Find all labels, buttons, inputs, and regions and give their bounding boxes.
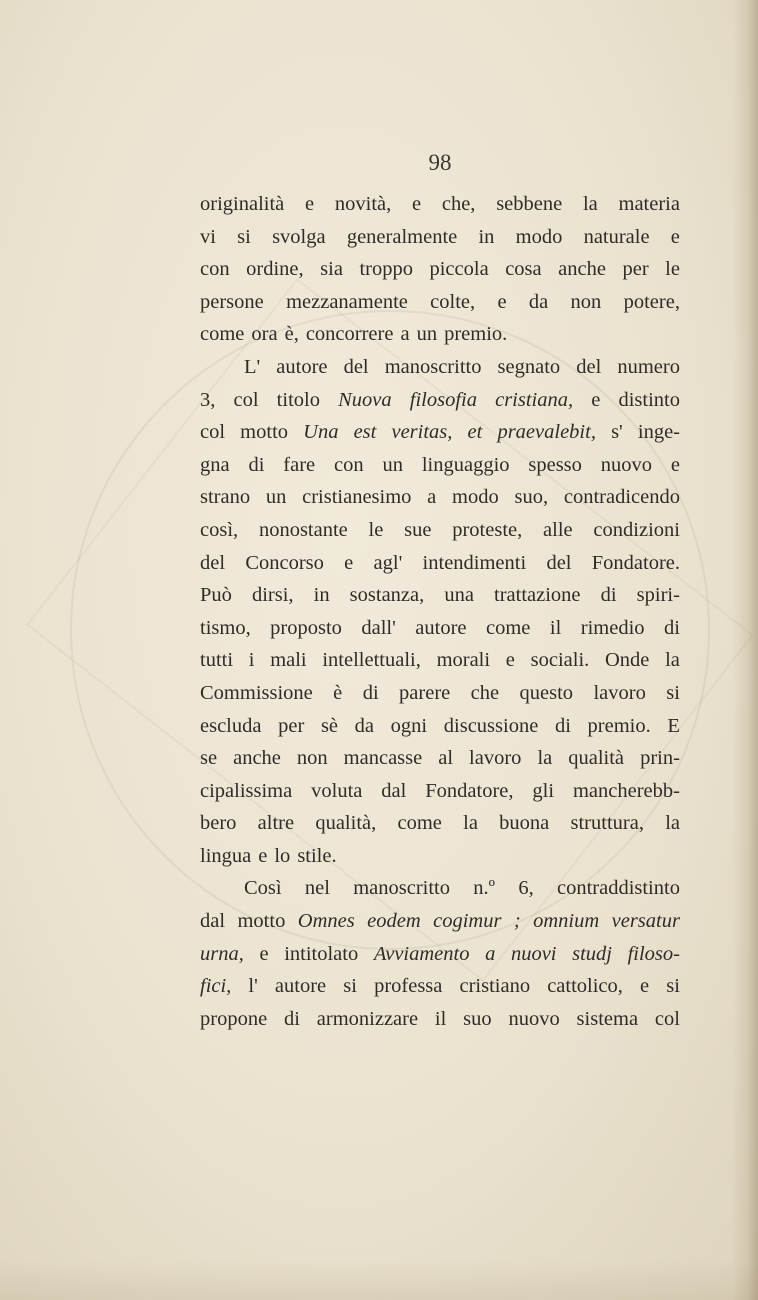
word: studj <box>572 942 612 965</box>
word: premio. <box>444 323 508 346</box>
word: armonizzare <box>316 1007 419 1030</box>
word: gna <box>200 453 230 476</box>
word: eodem <box>367 910 421 933</box>
word: del <box>576 355 602 378</box>
word: un <box>265 486 287 509</box>
word: tutti <box>200 649 234 672</box>
text-line <box>200 938 680 971</box>
word: fare <box>283 453 316 476</box>
word: buona <box>499 812 550 835</box>
word: omnium <box>533 910 600 933</box>
word: cipalissima <box>200 779 293 802</box>
word: a <box>485 942 496 965</box>
word: in <box>313 584 330 607</box>
text-line <box>200 905 680 938</box>
text-line <box>200 481 680 514</box>
word: vi <box>200 225 216 248</box>
word: e <box>259 942 269 965</box>
page-bottom-shadow <box>0 1260 758 1300</box>
word: agl' <box>373 551 403 574</box>
word: E <box>667 714 680 737</box>
text-line <box>200 970 680 1003</box>
body-text <box>200 188 680 1035</box>
word: modo <box>515 225 563 248</box>
word: nuovo <box>508 1007 560 1030</box>
word: di <box>554 714 571 737</box>
word: alle <box>543 518 573 541</box>
word: e <box>505 649 515 672</box>
word: sociali. <box>530 649 590 672</box>
word: una <box>444 584 474 607</box>
word: concorrere <box>305 323 394 346</box>
word: come <box>486 616 531 639</box>
word: sebbene <box>496 193 563 215</box>
word: del <box>200 551 226 574</box>
word: voluta <box>311 779 363 802</box>
word: cristiano <box>459 975 531 998</box>
word: e <box>670 453 680 476</box>
word: professa <box>374 975 443 998</box>
word: non <box>570 290 602 313</box>
word: nuovo <box>600 453 653 476</box>
word: proposto <box>270 616 342 639</box>
text-line <box>200 416 680 449</box>
word: lavoro <box>593 681 646 704</box>
word: di <box>663 616 680 639</box>
word: col <box>233 388 259 411</box>
word: prin- <box>640 747 680 770</box>
word: del <box>546 551 572 574</box>
word: al <box>438 747 454 770</box>
word: qualità <box>568 747 625 770</box>
word: è <box>333 681 343 704</box>
word: Fondatore, <box>425 779 514 802</box>
text-line <box>200 188 680 221</box>
word: Fondatore. <box>591 551 680 574</box>
word: la <box>665 812 680 835</box>
word: il <box>434 1007 447 1030</box>
word: il <box>549 616 562 639</box>
word: manoscritto <box>353 877 451 900</box>
word: la <box>537 747 553 770</box>
word: di <box>284 1007 300 1030</box>
word: s' <box>611 421 623 444</box>
text-line <box>200 318 680 351</box>
word: discussione <box>443 714 539 737</box>
word: cristianesimo <box>302 486 412 509</box>
word: e <box>258 844 268 867</box>
word: sue <box>404 518 432 541</box>
word: in <box>478 225 495 248</box>
word: spiri- <box>636 584 680 607</box>
word: dal <box>200 910 226 933</box>
word: parere <box>399 681 451 704</box>
word: col <box>654 1007 680 1030</box>
word: versatur <box>611 910 680 933</box>
word: si <box>666 681 680 704</box>
word: mancherebb- <box>572 779 680 802</box>
word: con <box>200 258 230 281</box>
word: est <box>353 421 377 444</box>
word: la <box>665 649 680 672</box>
word: da <box>528 290 549 313</box>
word: contraddistinto <box>556 877 680 900</box>
word: altre <box>257 812 295 835</box>
word: inge- <box>637 421 680 444</box>
word: motto <box>237 910 286 933</box>
word: ordine, <box>246 258 304 281</box>
word: escluda <box>200 714 262 737</box>
word: fici, <box>200 975 232 998</box>
word: anche <box>558 258 606 281</box>
word: di <box>362 681 379 704</box>
word: intellettuali, <box>322 649 421 672</box>
word: l' <box>248 975 258 998</box>
word: proteste, <box>452 518 523 541</box>
word: L' <box>244 355 261 378</box>
word: sia <box>320 258 343 281</box>
word: numero <box>617 355 680 378</box>
text-line <box>200 644 680 677</box>
text-line <box>200 286 680 319</box>
word: e <box>344 551 354 574</box>
word: di <box>248 453 265 476</box>
word: nel <box>304 877 330 900</box>
word: di <box>600 584 617 607</box>
word: Omnes <box>297 910 355 933</box>
word: nuovi <box>510 942 557 965</box>
word: tismo, <box>200 616 251 639</box>
word: e <box>640 975 650 998</box>
word: col <box>200 421 226 444</box>
word: se <box>200 747 218 770</box>
word: urna, <box>200 942 244 965</box>
word: la <box>582 193 598 215</box>
word: Onde <box>604 649 650 672</box>
word: propone <box>200 1007 268 1030</box>
word: e <box>412 193 422 215</box>
word: segnato <box>497 355 561 378</box>
word: filoso- <box>627 942 680 965</box>
word: lo <box>274 844 291 867</box>
word: ogni <box>390 714 428 737</box>
word: e <box>305 193 315 215</box>
word: condizioni <box>593 518 680 541</box>
word: anche <box>233 747 281 770</box>
word: originalità <box>200 193 285 215</box>
text-line <box>200 612 680 645</box>
word: non <box>296 747 328 770</box>
word: piccola <box>429 258 489 281</box>
text-line <box>200 1003 680 1036</box>
word: modo <box>452 486 499 509</box>
word: autore <box>415 616 467 639</box>
word: suo, <box>514 486 549 509</box>
word: le <box>368 518 384 541</box>
word: dall' <box>361 616 396 639</box>
text-line <box>200 742 680 775</box>
word: filosofia <box>409 388 477 411</box>
word: dal <box>381 779 407 802</box>
text-line <box>200 840 680 873</box>
word: mezzanamente <box>286 290 408 313</box>
word: come <box>397 812 442 835</box>
word: persone <box>200 290 264 313</box>
text-line <box>200 710 680 743</box>
word: sostanza, <box>349 584 425 607</box>
word: che, <box>441 193 476 215</box>
word: potere, <box>623 290 680 313</box>
word: le <box>665 258 680 281</box>
word: mancasse <box>343 747 423 770</box>
word: i <box>248 649 255 672</box>
word: per <box>278 714 305 737</box>
word: cogimur <box>433 910 502 933</box>
text-line <box>200 807 680 840</box>
word: a <box>400 323 410 346</box>
word: Concorso <box>245 551 324 574</box>
word: 6, <box>518 877 534 900</box>
word: linguaggio <box>421 453 510 476</box>
word: per <box>622 258 649 281</box>
word: praevalebit, <box>497 421 596 444</box>
word: a <box>427 486 437 509</box>
word: del <box>343 355 369 378</box>
word: Così <box>244 877 282 900</box>
word: 3, <box>200 388 216 411</box>
word: veritas, <box>391 421 453 444</box>
word: un <box>382 453 403 476</box>
word: manoscritto <box>384 355 482 378</box>
word: distinto <box>618 388 680 411</box>
word: contradicendo <box>563 486 680 509</box>
text-line <box>200 221 680 254</box>
word: titolo <box>276 388 320 411</box>
word: come <box>200 323 245 346</box>
word: Commissione <box>200 681 313 704</box>
word: Una <box>303 421 339 444</box>
word: svolga <box>272 225 326 248</box>
word: novità, <box>334 193 392 215</box>
word: dirsi, <box>251 584 294 607</box>
word: troppo <box>359 258 413 281</box>
word: et <box>467 421 483 444</box>
word: cristiana, <box>495 388 574 411</box>
word: strano <box>200 486 251 509</box>
word: autore <box>276 355 328 378</box>
word: intitolato <box>284 942 359 965</box>
word: si <box>343 975 357 998</box>
word: sistema <box>576 1007 639 1030</box>
word: nonostante <box>258 518 348 541</box>
word: spesso <box>528 453 582 476</box>
word: bero <box>200 812 237 835</box>
word: Può <box>200 584 232 607</box>
word: cattolico, <box>547 975 623 998</box>
word: da <box>354 714 375 737</box>
text-line <box>200 351 680 384</box>
word: rimedio <box>580 616 645 639</box>
word: n.º <box>473 877 496 900</box>
word: qualità, <box>315 812 377 835</box>
word: e <box>670 225 680 248</box>
word: Nuova <box>338 388 392 411</box>
word: ora <box>251 323 278 346</box>
word: struttura, <box>570 812 644 835</box>
word: un <box>416 323 438 346</box>
word: autore <box>274 975 327 998</box>
word: lingua <box>200 844 252 867</box>
word: la <box>463 812 478 835</box>
text-line <box>200 384 680 417</box>
word: questo <box>519 681 574 704</box>
word: materia <box>618 193 680 215</box>
text-line <box>200 579 680 612</box>
word: intendimenti <box>422 551 527 574</box>
word: è, <box>284 323 299 346</box>
word: e <box>591 388 601 411</box>
text-line <box>200 677 680 710</box>
word: e <box>497 290 507 313</box>
word: motto <box>240 421 289 444</box>
word: colte, <box>430 290 476 313</box>
word: con <box>334 453 364 476</box>
word: cosa <box>505 258 542 281</box>
word: stile. <box>297 844 337 867</box>
word: si <box>237 225 251 248</box>
word: generalmente <box>346 225 458 248</box>
word: Avviamento <box>373 942 470 965</box>
word: mali <box>270 649 307 672</box>
word: gli <box>532 779 555 802</box>
word: si <box>666 975 680 998</box>
text-line <box>200 775 680 808</box>
word: lavoro <box>469 747 522 770</box>
text-line <box>200 449 680 482</box>
word: premio. <box>587 714 651 737</box>
word: trattazione <box>494 584 581 607</box>
text-line <box>200 872 680 905</box>
word: così, <box>200 518 239 541</box>
word: ; <box>513 910 521 933</box>
text-line <box>200 253 680 286</box>
word: che <box>470 681 500 704</box>
text-line <box>200 547 680 580</box>
page-number: 98 <box>428 150 452 175</box>
word: suo <box>463 1007 492 1030</box>
page-edge-shadow <box>732 0 758 1300</box>
word: sè <box>320 714 339 737</box>
word: morali <box>436 649 491 672</box>
word: naturale <box>583 225 650 248</box>
text-line <box>200 514 680 547</box>
